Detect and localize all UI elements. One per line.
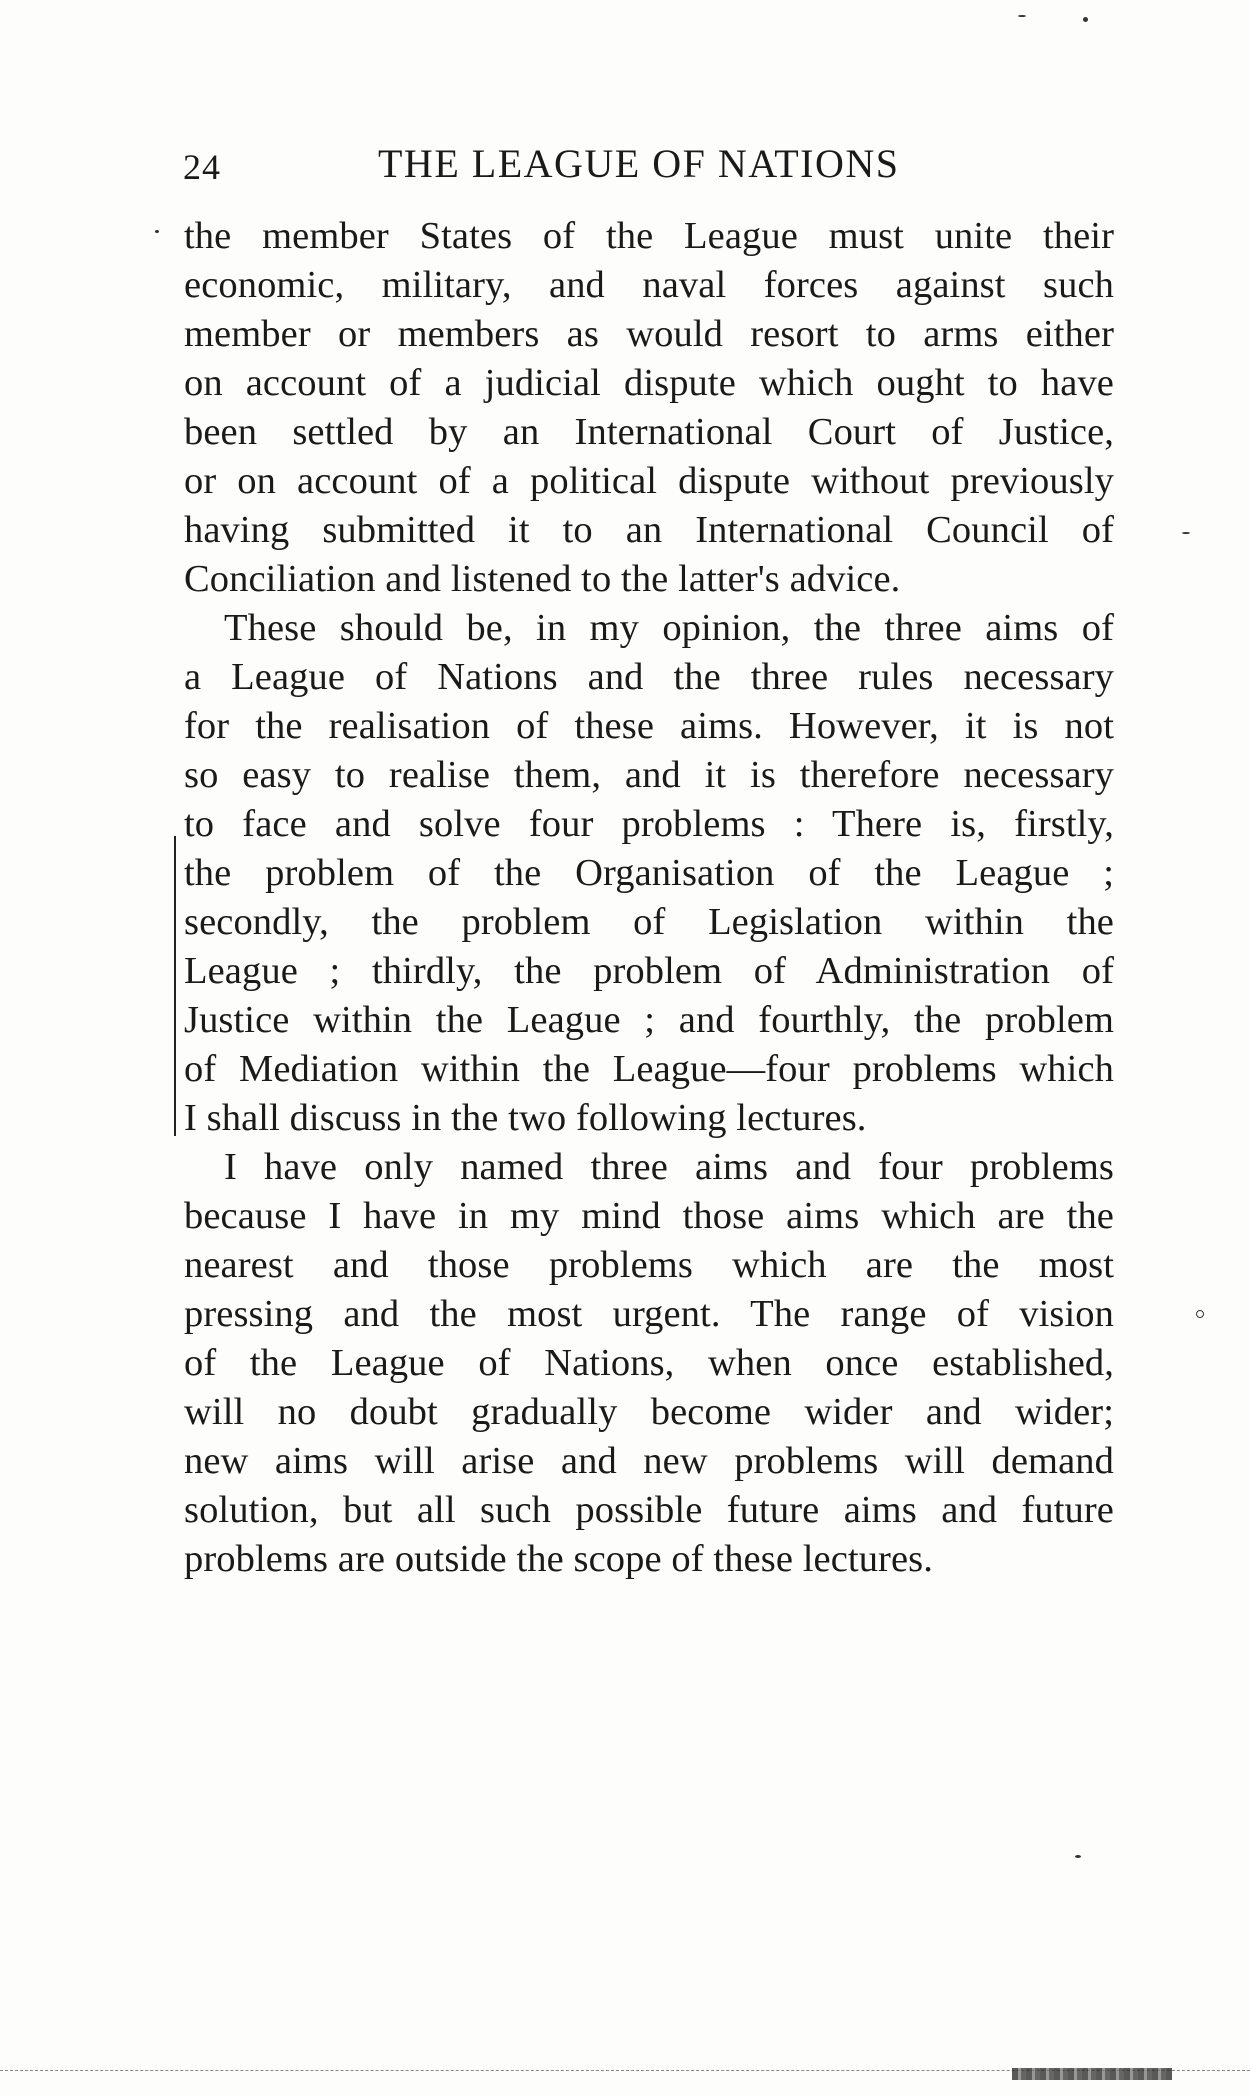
text-line: problems are outside the scope of these lectures. (184, 1538, 933, 1580)
running-head (183, 140, 1113, 190)
text-line: of the League of Nations, when once established, (184, 1342, 1114, 1384)
text-line: Justice within the League ; and fourthly, the problem (184, 999, 1114, 1041)
text-line: or on account of a political dispute without previously (184, 460, 1114, 502)
text-line: These should be, in my opinion, the three aims of (224, 607, 1114, 649)
text-line: member or members as would resort to arms either (184, 313, 1114, 355)
text-line: because I have in my mind those aims which are the (184, 1195, 1114, 1237)
scan-speck (155, 230, 159, 233)
text-line: new aims will arise and new problems will demand (184, 1440, 1114, 1482)
margin-bracket (174, 836, 182, 1136)
text-line: economic, military, and naval forces against such (184, 264, 1114, 306)
page-number: 24 (183, 147, 221, 187)
text-line: I have only named three aims and four problems (224, 1146, 1114, 1188)
text-line: solution, but all such possible future aims and future (184, 1489, 1114, 1531)
text-line: nearest and those problems which are the most (184, 1244, 1114, 1286)
paragraph-3 (184, 1143, 1114, 1584)
text-line: secondly, the problem of Legislation within the (184, 901, 1114, 943)
text-line: the problem of the Organisation of the League ; (184, 852, 1114, 894)
text-line: a League of Nations and the three rules necessary (184, 656, 1114, 698)
scan-speck (1083, 17, 1088, 22)
text-line: of Mediation within the League—four problems which (184, 1048, 1114, 1090)
text-line: having submitted it to an International Council of (184, 509, 1114, 551)
body-text (184, 212, 1114, 1584)
scan-speck (1075, 1855, 1081, 1858)
text-line: Conciliation and listened to the latter's advice. (184, 558, 901, 600)
text-line: been settled by an International Court of Justice, (184, 411, 1114, 453)
text-line: on account of a judicial dispute which ought to have (184, 362, 1114, 404)
paragraph-1 (184, 212, 1114, 604)
paragraph-2 (184, 604, 1114, 1143)
text-line: will no doubt gradually become wider and wider; (184, 1391, 1114, 1433)
text-line: I shall discuss in the two following lectures. (184, 1097, 867, 1139)
text-line: so easy to realise them, and it is therefore necessary (184, 754, 1114, 796)
scan-speck (1182, 532, 1190, 534)
scan-speck (1196, 1310, 1204, 1318)
text-line: for the realisation of these aims. However, it is not (184, 705, 1114, 747)
text-line: pressing and the most urgent. The range of vision (184, 1293, 1114, 1335)
text-line: League ; thirdly, the problem of Administration of (184, 950, 1114, 992)
scan-speck (1018, 15, 1026, 17)
text-line: the member States of the League must unite their (184, 215, 1114, 257)
scan-blot (1012, 2068, 1172, 2080)
running-title: THE LEAGUE OF NATIONS (378, 141, 900, 186)
text-line: to face and solve four problems : There is, firstly, (184, 803, 1114, 845)
